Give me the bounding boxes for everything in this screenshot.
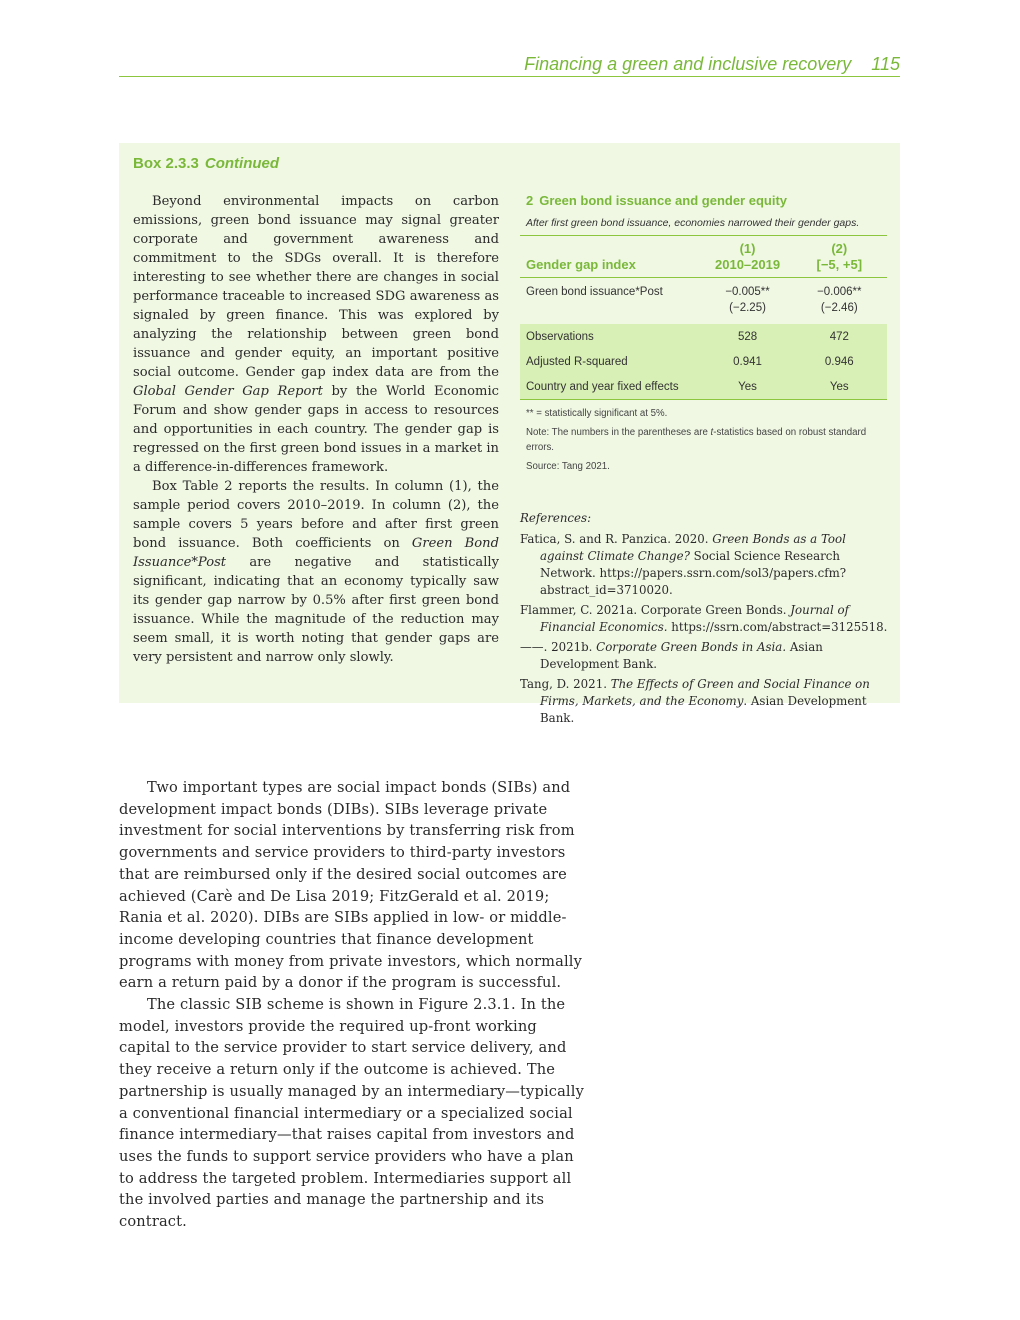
ref-text: Social Science Research Network. https://papers.ssrn.com/sol3/papers.cfm?abstract_id=3710020. <box>540 549 847 597</box>
references <box>520 510 892 730</box>
running-head <box>119 52 900 77</box>
box-table <box>520 193 887 478</box>
table-note <box>526 425 887 455</box>
variable-name: Green Bond Issuance*Post <box>133 536 499 570</box>
box-title <box>133 155 279 172</box>
table-source: Source: Tang 2021. <box>526 461 610 472</box>
col2-header <box>792 236 887 278</box>
col1-label: 2010–2019 <box>715 257 781 272</box>
ref-text: Tang, D. 2021. <box>520 677 611 691</box>
references-heading: References: <box>520 511 592 525</box>
cell-value: 528 <box>704 324 792 349</box>
ref-text: https://ssrn.com/abstract=3125518. <box>667 620 888 634</box>
ref-text: Flammer, C. 2021a. Corporate Green Bonds. <box>520 603 791 617</box>
table-title-text: Green bond issuance and gender equity <box>539 193 788 208</box>
regression-table <box>520 236 887 400</box>
table-row <box>520 349 887 374</box>
reference-item <box>520 676 892 727</box>
coef-cell-1 <box>704 278 792 325</box>
coef-label: Green bond issuance*Post <box>526 286 663 298</box>
table-number: 2 <box>526 193 534 208</box>
box-continued: Continued <box>204 155 280 172</box>
t-stat: (−2.46) <box>820 302 858 314</box>
ref-text: ——. 2021b. <box>520 640 597 654</box>
box-number: Box 2.3.3 <box>133 155 199 172</box>
report-title: Global Gender Gap Report <box>133 384 323 399</box>
note-text: -statistics based on robust standard errors. <box>526 427 867 453</box>
col1-number: (1) <box>739 241 756 256</box>
box-2-3-3 <box>119 143 900 725</box>
cell-value: 0.946 <box>792 349 887 374</box>
table-subtitle: After first green bond issuance, economies narrowed their gender gaps. <box>520 217 887 236</box>
ref-text: Fatica, S. and R. Panzica. 2020. <box>520 532 713 546</box>
ref-title: The Effects of Green and Social Finance on Firms, Markets, and the Economy <box>540 677 870 708</box>
body-paragraph: The classic SIB scheme is shown in Figure 2.3.1. In the model, investors provide the required up-front working capital to the service provider to start service delivery, and they receive a return only if the outcome is achieved. The partnership is usually managed by an intermediary—typically a conventional financial intermediary or a specialized social finance intermediary—that raises capital from investors and uses the funds to support service providers who have a plan to address the targeted problem. Intermediaries support all the involved parties and manage the partnership and its contract. <box>119 996 584 1231</box>
table-row <box>520 374 887 400</box>
table-notes <box>520 406 887 474</box>
cell-value: 0.941 <box>704 349 792 374</box>
row-header: Gender gap index <box>526 257 636 272</box>
table-row <box>520 278 887 325</box>
box-text-run: Box Table 2 reports the results. In column (1), the sample period covers 2010–2019. In column (2), the sample covers 5 years before and after first green bond issuance. Both coefficients on <box>133 479 499 551</box>
col1-header <box>704 236 792 278</box>
table-title <box>520 193 887 208</box>
t-stat: (−2.25) <box>729 302 766 314</box>
box-text-run: are negative and statistically significant, indicating that an economy typically saw its gender gap narrow by 0.5% after first green bond issuance. While the magnitude of the reduction may seem small, it is worth noting that gender gaps are very persistent and narrow only slowly. <box>133 555 499 665</box>
ref-title: Green Bonds as a Tool against Climate Change? <box>540 532 846 563</box>
reference-item <box>520 602 892 636</box>
box-text-run: Beyond environmental impacts on carbon emissions, green bond issuance may signal greater corporate and government awareness and commitment to the SDGs overall. It is therefore interesting to see whether there are changes in social performance traceable to increased SDG awareness as signaled by green finance. This was explored by analyzing the relationship between green bond issuance and gender equity, an important positive social outcome. Gender gap index data are from the <box>133 194 499 380</box>
table-header-row <box>520 236 887 278</box>
box-text <box>133 192 499 667</box>
cell-value: Yes <box>704 374 792 400</box>
ref-title: Corporate Green Bonds in Asia. <box>596 640 787 654</box>
cell-value: Yes <box>792 374 887 400</box>
row-label: Country and year fixed effects <box>520 374 704 400</box>
note-t: t <box>710 427 714 438</box>
significance-note: ** = statistically significant at 5%. <box>526 408 668 419</box>
coef-value: −0.005** <box>725 286 770 298</box>
table-row <box>520 324 887 349</box>
reference-item <box>520 531 892 599</box>
row-label: Observations <box>520 324 704 349</box>
running-head-title: Financing a green and inclusive recovery <box>524 54 852 74</box>
box-paragraph <box>133 192 499 477</box>
body-paragraph: Two important types are social impact bonds (SIBs) and development impact bonds (DIBs). SIBs leverage private investment for social interventions by transferring risk from governments and service providers to third-party investors that are reimbursed only if the desired social outcomes are achieved (Carè and De Lisa 2019; FitzGerald et al. 2019; Rania et al. 2020). DIBs are SIBs applied in low- or middle-income developing countries that finance development programs with money from private investors, which normally earn a return paid by a donor if the program is successful. <box>119 779 582 992</box>
cell-value: 472 <box>792 324 887 349</box>
row-label: Adjusted R-squared <box>520 349 704 374</box>
note-text: Note: The numbers in the parentheses are <box>526 427 711 438</box>
body-text <box>119 777 585 1233</box>
col2-number: (2) <box>831 241 848 256</box>
page-number: 115 <box>871 54 900 74</box>
ref-text: . Asian Development Bank. <box>540 694 867 725</box>
reference-item <box>520 639 892 673</box>
coef-cell-2 <box>792 278 887 325</box>
col2-label: [−5, +5] <box>816 257 863 272</box>
box-text-run: by the World Economic Forum and show gender gaps in access to resources and opportunities in each country. The gender gap is regressed on the first green bond issues in a market in a difference-in-differences framework. <box>133 384 499 475</box>
ref-title: Journal of Financial Economics. <box>540 603 849 634</box>
coef-value: −0.006** <box>817 286 862 298</box>
box-paragraph <box>133 477 499 667</box>
ref-text: Asian Development Bank. <box>540 640 823 671</box>
